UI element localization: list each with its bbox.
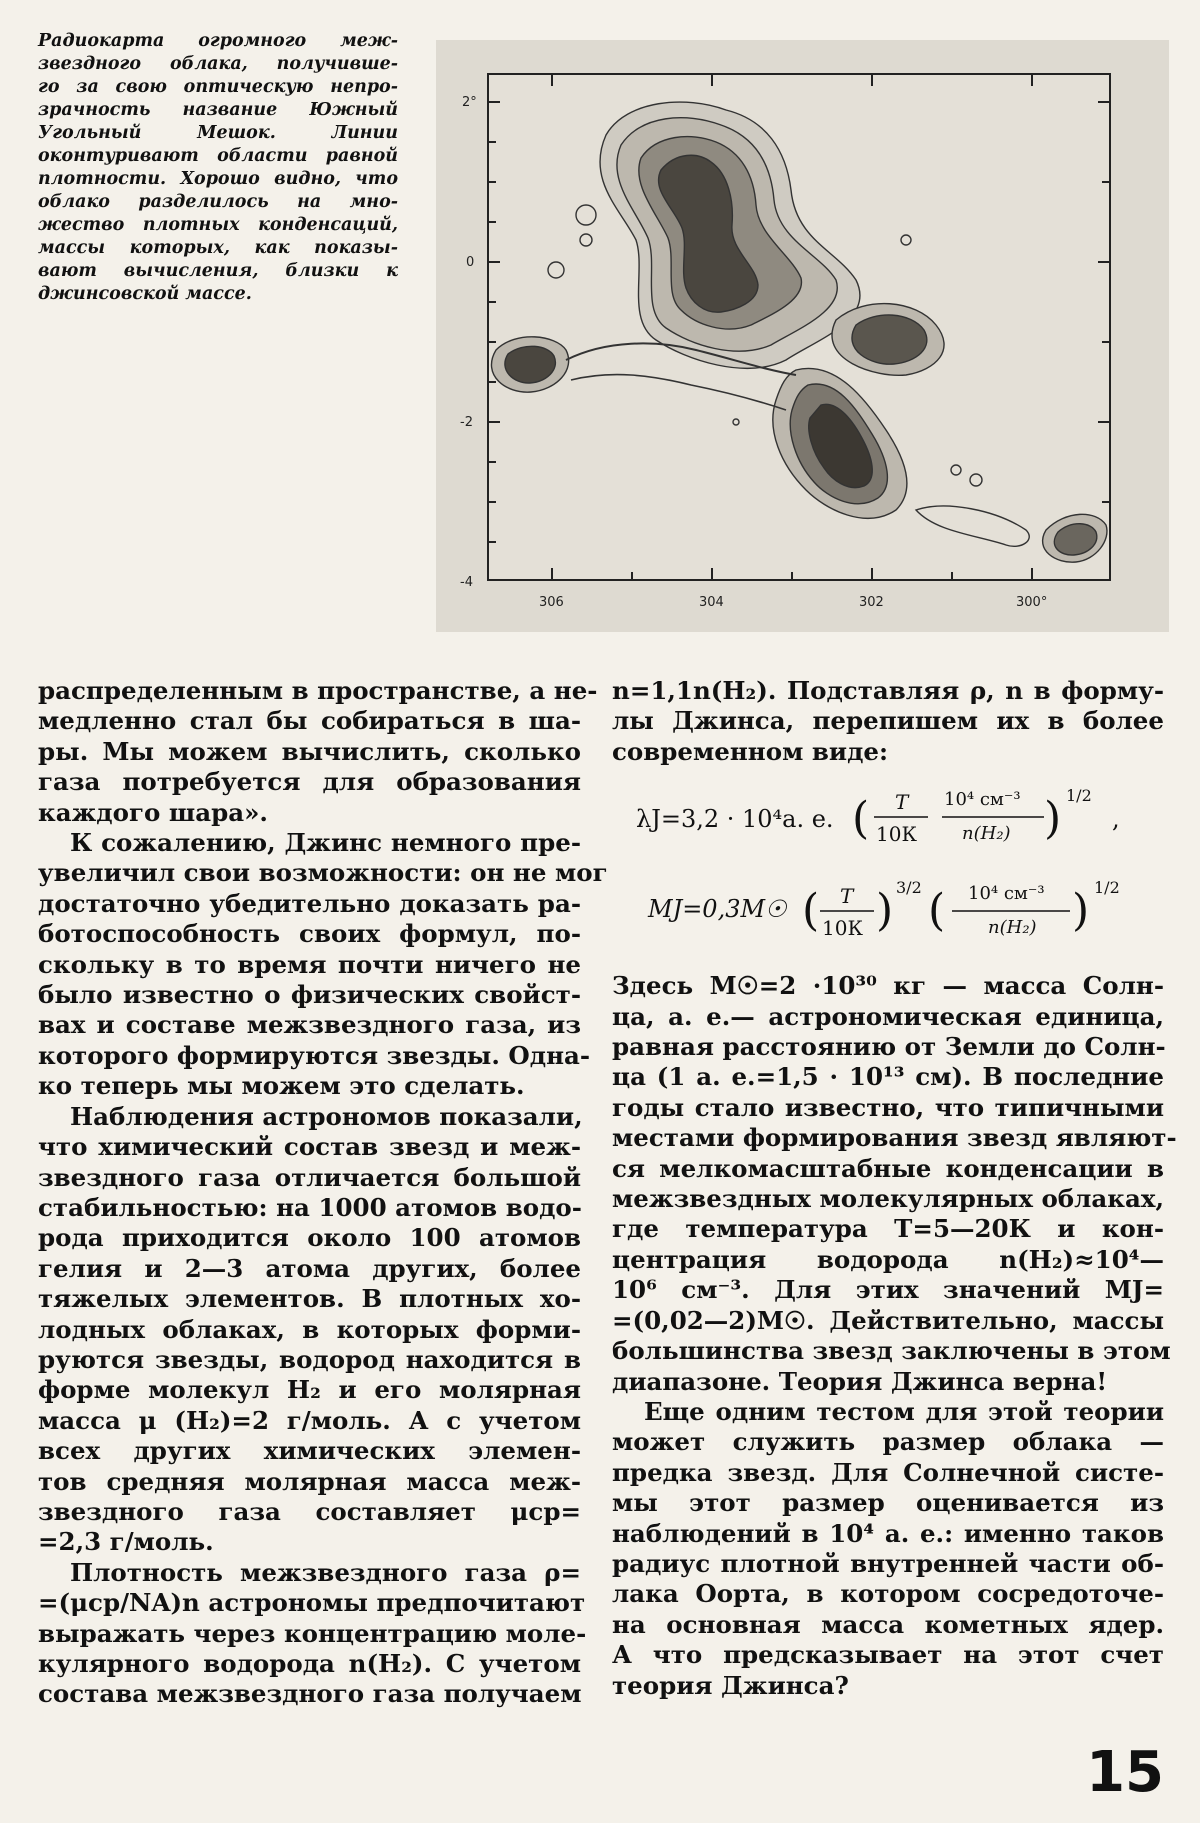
text-line: 10⁶ см⁻³. Для этих значений MJ=	[612, 1275, 1164, 1305]
formula-frac-den: n(H₂)	[988, 917, 1037, 939]
text-line: лодных облаках, в которых форми-	[38, 1314, 581, 1344]
formula-tail: ,	[1112, 805, 1120, 834]
text-line: лака Оорта, в котором сосредоточе-	[612, 1579, 1164, 1609]
text-line: стабильностью: на 1000 атомов водо-	[38, 1192, 582, 1222]
caption-line: зрачность название Южный	[38, 100, 398, 120]
formula-frac-num: 10⁴ см⁻³	[944, 789, 1021, 811]
svg-text:): )	[1044, 793, 1062, 845]
text-line: где температура T=5—20К и кон-	[612, 1214, 1164, 1244]
text-line: звездного газа составляет μср=	[38, 1496, 581, 1526]
text-line: ца, а. е.— астрономическая единица,	[612, 1001, 1164, 1031]
text-line: А что предсказывает на этот счет	[612, 1640, 1164, 1670]
caption-line: вают вычисления, близки к	[38, 261, 398, 281]
radio-map-svg	[436, 40, 1169, 632]
formula-frac-den: n(H₂)	[962, 823, 1011, 845]
text-line: местами формирования звезд являют-	[612, 1123, 1177, 1153]
text-line: Здесь M☉=2 ·10³⁰ кг — масса Солн-	[612, 971, 1164, 1001]
caption-line: джинсовской массе.	[38, 284, 252, 304]
svg-text:(: (	[852, 793, 870, 845]
svg-text:): )	[876, 885, 894, 937]
text-line: большинства звезд заключены в этом	[612, 1336, 1171, 1366]
formula-exponent: 1/2	[1094, 878, 1120, 898]
text-line: ца (1 а. е.=1,5 · 10¹³ см). В последние	[612, 1062, 1164, 1092]
text-line: мы этот размер оценивается из	[612, 1488, 1164, 1518]
text-line: тов средняя молярная масса меж-	[38, 1466, 581, 1496]
formula-jeans-mass-svg	[612, 871, 1164, 949]
text-line: межзвездных молекулярных облаках,	[612, 1184, 1164, 1214]
text-line: что химический состав звезд и меж-	[38, 1132, 581, 1162]
text-line: К сожалению, Джинс немного пре-	[70, 828, 581, 858]
text-line: руются звезды, водород находится в	[38, 1344, 581, 1374]
text-line: центрация водорода n(H₂)≈10⁴—	[612, 1244, 1164, 1274]
text-line: было известно о физических свойст-	[38, 980, 581, 1010]
formula-frac-num: T	[840, 884, 854, 909]
x-tick-label: 302	[859, 595, 884, 610]
text-line: рода приходится около 100 атомов	[38, 1223, 581, 1253]
y-tick-label: 2°	[462, 95, 477, 110]
text-line: может служить размер облака —	[612, 1427, 1164, 1457]
text-line: звездного газа отличается большой	[38, 1162, 581, 1192]
text-line: Плотность межзвездного газа ρ=	[70, 1557, 581, 1587]
text-line: состава межзвездного газа получаем	[38, 1679, 582, 1709]
text-line: равная расстоянию от Земли до Солн-	[612, 1032, 1166, 1062]
text-line: =(0,02—2)M☉. Действительно, массы	[612, 1305, 1164, 1335]
text-line: газа потребуется для образования	[38, 767, 581, 797]
text-line: скольку в то время почти ничего не	[38, 949, 581, 979]
caption-line: звездного облака, получивше-	[38, 54, 398, 74]
text-line: ся мелкомасштабные конденсации в	[612, 1153, 1164, 1183]
text-line: достаточно убедительно доказать ра-	[38, 888, 581, 918]
text-line: современном виде:	[612, 736, 889, 766]
text-line: предка звезд. Для Солнечной систе-	[612, 1457, 1164, 1487]
text-line: Наблюдения астрономов показали,	[70, 1101, 583, 1131]
formula-lhs: λJ=3,2 · 10⁴а. е.	[636, 805, 834, 834]
left-text-column	[38, 676, 608, 1710]
formula-frac-den: 10К	[876, 822, 917, 847]
text-line: которого формируются звезды. Одна-	[38, 1040, 591, 1070]
formula-jeans-length-svg	[612, 779, 1164, 857]
text-line: кулярного водорода n(H₂). С учетом	[38, 1649, 581, 1678]
text-line: медленно стал бы собираться в ша-	[38, 706, 581, 736]
x-tick-label: 304	[699, 595, 724, 610]
text-line: диапазоне. Теория Джинса верна!	[612, 1366, 1108, 1396]
text-line: ры. Мы можем вычислить, сколько	[38, 736, 581, 766]
text-line: форме молекул H₂ и его молярная	[38, 1375, 581, 1405]
text-line: каждого шара».	[38, 797, 268, 827]
y-tick-label: 0	[466, 255, 475, 270]
caption-line: облако разделилось на мно-	[38, 192, 398, 212]
text-line: тяжелых элементов. В плотных хо-	[38, 1284, 581, 1314]
text-line: Еще одним тестом для этой теории	[644, 1396, 1164, 1426]
text-line: =2,3 г/моль.	[38, 1527, 214, 1557]
caption-line: Угольный Мешок. Линии	[38, 123, 398, 143]
y-tick-label: -4	[460, 575, 473, 590]
text-line: вах и составе межзвездного газа, из	[38, 1010, 581, 1040]
text-line: гелия и 2—3 атома других, более	[38, 1253, 581, 1283]
text-line: наблюдений в 10⁴ а. е.: именно таков	[612, 1518, 1164, 1548]
caption-line: оконтуривают области равной	[38, 146, 398, 166]
formula-jeans-length	[612, 779, 1164, 857]
formula-lhs: MJ=0,3M☉	[648, 895, 787, 924]
text-line: ботоспособность своих формул, по-	[38, 919, 581, 949]
caption-line: Радиокарта огромного меж-	[38, 31, 398, 51]
radio-map-figure	[436, 40, 1169, 632]
caption-line: плотности. Хорошо видно, что	[38, 169, 398, 189]
text-line: n=1,1n(H₂). Подставляя ρ, n в форму-	[612, 676, 1164, 705]
text-line: лы Джинса, перепишем их в более	[612, 706, 1164, 736]
svg-text:): )	[1072, 885, 1090, 937]
right-text-column	[612, 676, 1177, 1701]
formula-jeans-mass	[612, 871, 1164, 949]
text-line: =(μср/NA)n астрономы предпочитают	[38, 1588, 586, 1618]
caption-line: го за свою оптическую непро-	[38, 77, 398, 97]
svg-text:(: (	[928, 885, 946, 937]
text-line: теория Джинса?	[612, 1670, 849, 1700]
text-line: выражать через концентрацию моле-	[38, 1618, 587, 1648]
formula-exponent: 3/2	[896, 878, 922, 898]
formula-frac-den: 10К	[822, 916, 863, 941]
formula-frac-num: T	[895, 790, 909, 815]
text-line: увеличил свои возможности: он не мог	[38, 858, 608, 888]
caption-line: жество плотных конденсаций,	[38, 215, 398, 235]
figure-caption	[38, 30, 398, 306]
y-tick-label: -2	[460, 415, 473, 430]
text-line: годы стало известно, что типичными	[612, 1092, 1164, 1122]
svg-text:(: (	[802, 885, 820, 937]
x-tick-label: 306	[539, 595, 564, 610]
text-line: на основная масса кометных ядер.	[612, 1609, 1164, 1639]
caption-line: массы которых, как показы-	[38, 238, 398, 258]
text-line: масса μ (H₂)=2 г/моль. А с учетом	[38, 1405, 581, 1435]
formula-frac-num: 10⁴ см⁻³	[968, 883, 1045, 905]
formula-exponent: 1/2	[1066, 786, 1092, 806]
x-tick-label: 300°	[1016, 595, 1048, 610]
page-number: 15	[1086, 1740, 1164, 1805]
text-line: распределенным в пространстве, а не-	[38, 676, 598, 705]
text-line: ко теперь мы можем это сделать.	[38, 1071, 525, 1101]
text-line: радиус плотной внутренней части об-	[612, 1548, 1164, 1578]
text-line: всех других химических элемен-	[38, 1436, 581, 1466]
